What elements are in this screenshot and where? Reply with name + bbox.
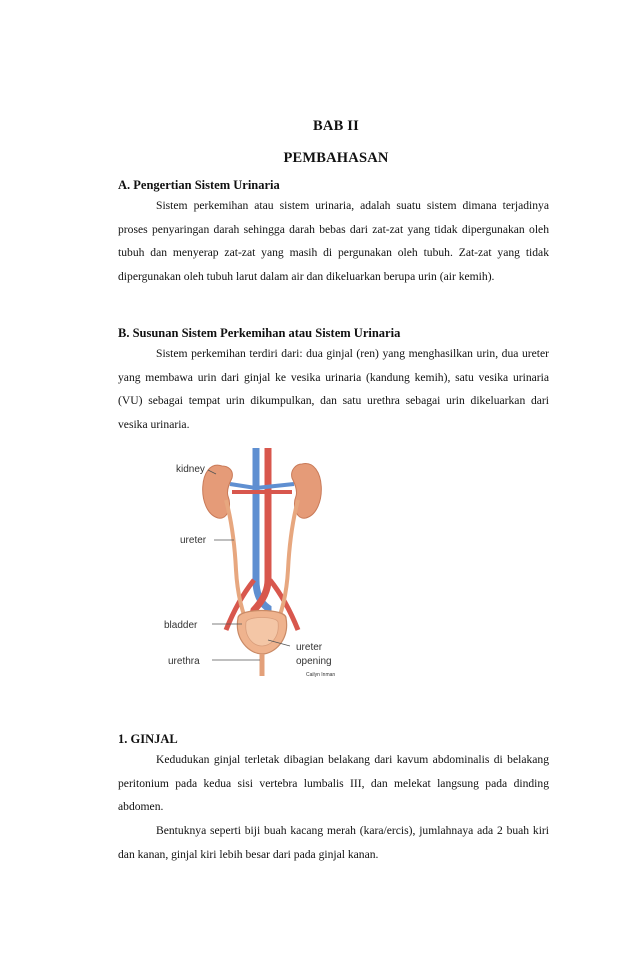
ureter-left <box>226 500 250 630</box>
label-ureter: ureter <box>180 535 207 546</box>
section-1-text-1: Kedudukan ginjal terletak dibagian belakang dari kavum abdominalis di belakang peritonium pada kedua sisi vertebra lumbalis III, dan melekat langsung pada dinding abdomen. <box>118 753 549 814</box>
label-ureter-opening-1: ureter <box>296 642 323 653</box>
renal-vein-left <box>230 484 256 488</box>
section-1-paragraph-2 <box>118 819 549 866</box>
section-b-heading: B. Susunan Sistem Perkemihan atau Sistem Urinaria <box>118 326 401 340</box>
chapter-subtitle: PEMBAHASAN <box>283 150 389 166</box>
urinary-system-figure <box>156 440 368 682</box>
section-1-heading: 1. GINJAL <box>118 732 178 746</box>
section-b-text: Sistem perkemihan terdiri dari: dua ginjal (ren) yang menghasilkan urin, dua ureter yang membawa urin dari ginjal ke vesika urinaria (kandung kemih), satu vesika urinaria (VU) sebagai tempat urin dikumpulkan, dan satu urethra sebagai urin dikeluarkan dari vesika urinaria. <box>118 347 549 431</box>
section-a-text: Sistem perkemihan atau sistem urinaria, adalah suatu sistem dimana terjadinya proses penyaringan darah sehingga darah bebas dari zat-zat yang tidak dipergunakan oleh tubuh dan menyerap zat-zat yang masih di pergunakan oleh tubuh. Zat-zat yang tidak dipergunakan oleh tubuh larut dalam air dan dikeluarkan berupa urin (air kemih). <box>118 199 549 283</box>
label-ureter-opening-2: opening <box>296 656 332 667</box>
label-kidney: kidney <box>176 464 205 475</box>
label-bladder: bladder <box>164 620 198 631</box>
section-a-heading: A. Pengertian Sistem Urinaria <box>118 178 280 192</box>
chapter-title: BAB II <box>313 118 359 134</box>
section-a-paragraph <box>118 194 549 288</box>
section-1-paragraph-1 <box>118 748 549 819</box>
section-1-text-2: Bentuknya seperti biji buah kacang merah (kara/ercis), jumlahnaya ada 2 buah kiri dan kanan, ginjal kiri lebih besar dari pada ginjal kanan. <box>118 824 549 861</box>
section-b-paragraph <box>118 342 549 436</box>
label-urethra: urethra <box>168 656 200 667</box>
ureter-right <box>274 500 298 630</box>
label-credit: Cailyn Inman <box>306 672 336 678</box>
renal-vein-right <box>256 484 294 488</box>
urinary-system-diagram <box>156 440 368 682</box>
